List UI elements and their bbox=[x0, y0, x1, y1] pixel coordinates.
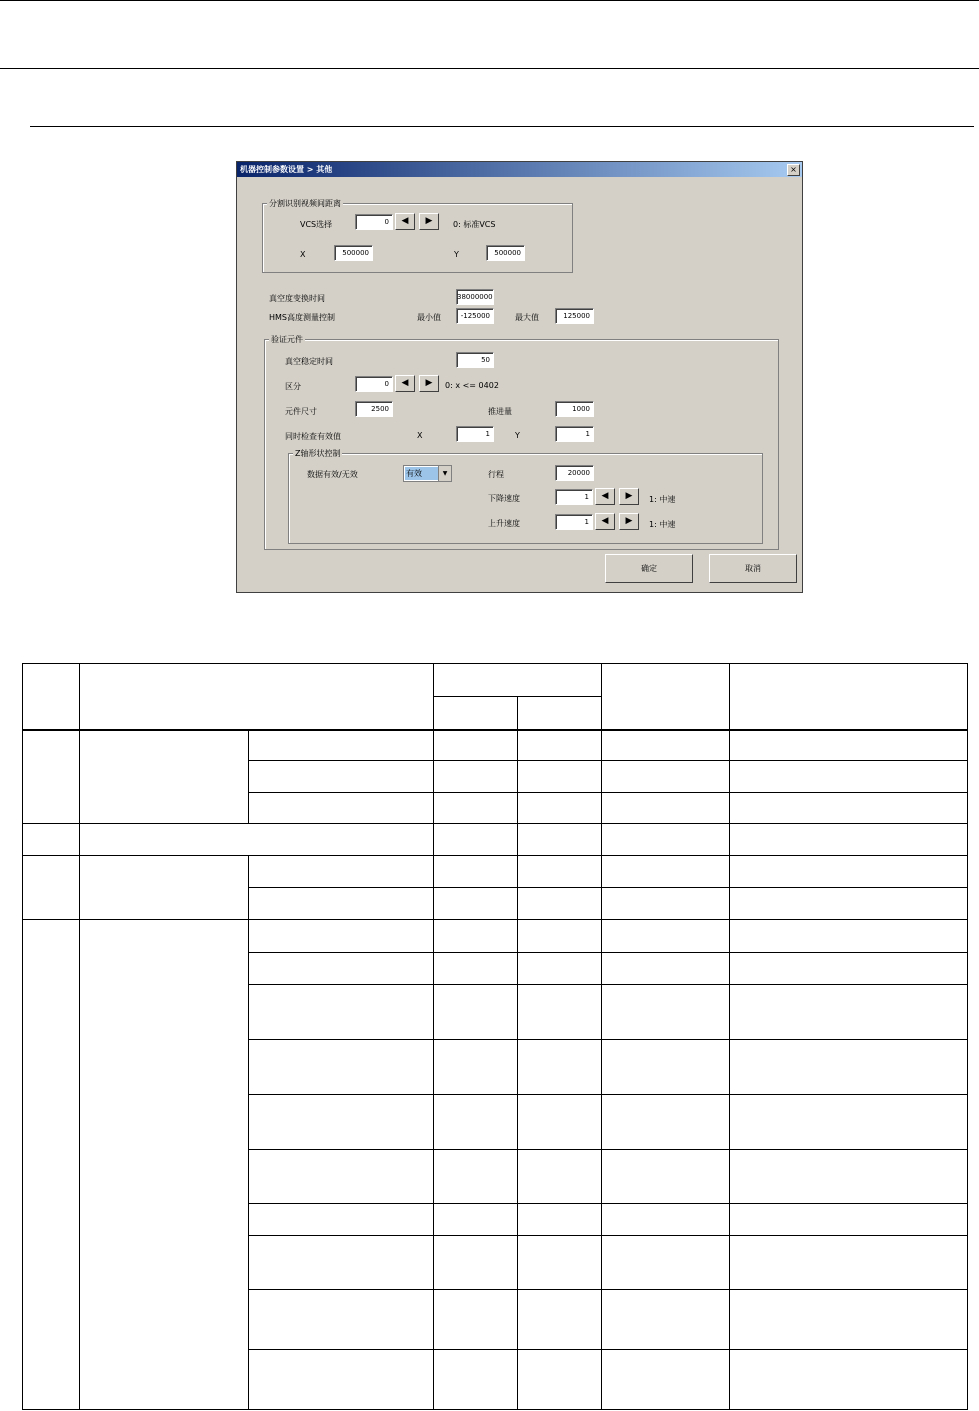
table-cell bbox=[23, 920, 80, 1410]
division-input[interactable]: 0 bbox=[355, 376, 393, 392]
table-cell bbox=[249, 855, 434, 887]
table-cell bbox=[249, 1204, 434, 1236]
parameter-table bbox=[22, 663, 968, 1410]
table-cell bbox=[602, 1094, 730, 1149]
up-speed-decrement-button[interactable]: ◀ bbox=[595, 513, 615, 530]
vcs-decrement-button[interactable]: ◀ bbox=[395, 213, 415, 230]
division-increment-button[interactable]: ▶ bbox=[419, 375, 439, 392]
ok-button[interactable]: 确定 bbox=[605, 554, 693, 583]
table-cell bbox=[602, 761, 730, 792]
table-cell bbox=[249, 1040, 434, 1094]
table-header-cell bbox=[434, 697, 518, 730]
group-z-label: Z轴形状控制 bbox=[295, 449, 341, 458]
table-cell bbox=[602, 1040, 730, 1094]
simul-y-label: Y bbox=[515, 431, 520, 440]
table-cell bbox=[518, 1040, 602, 1094]
table-cell bbox=[602, 1204, 730, 1236]
table-cell bbox=[80, 823, 434, 855]
table-cell bbox=[249, 920, 434, 953]
simul-check-label: 同时检查有效值 bbox=[285, 432, 341, 441]
table-cell bbox=[518, 730, 602, 761]
data-valid-value: 有效 bbox=[405, 467, 438, 480]
hms-max-input[interactable]: 125000 bbox=[555, 308, 594, 324]
up-speed-increment-button[interactable]: ▶ bbox=[619, 513, 639, 530]
table-cell bbox=[602, 1149, 730, 1203]
up-speed-input[interactable]: 1 bbox=[555, 514, 593, 530]
table-cell bbox=[518, 792, 602, 823]
table-header-cell bbox=[434, 664, 602, 697]
group-verify-label: 验证元件 bbox=[271, 335, 303, 344]
table-cell bbox=[730, 730, 968, 761]
table-cell bbox=[730, 1204, 968, 1236]
table-cell bbox=[434, 761, 518, 792]
table-cell bbox=[730, 920, 968, 953]
table-cell bbox=[518, 1236, 602, 1290]
table-cell bbox=[602, 1236, 730, 1290]
table-cell bbox=[602, 792, 730, 823]
header-rule-middle bbox=[0, 68, 979, 69]
table-cell bbox=[434, 1149, 518, 1203]
table-cell bbox=[434, 887, 518, 919]
hms-max-label: 最大值 bbox=[515, 313, 539, 322]
table-cell bbox=[249, 1236, 434, 1290]
table-cell bbox=[249, 1149, 434, 1203]
table-cell bbox=[602, 730, 730, 761]
table-cell bbox=[602, 1349, 730, 1409]
table-cell bbox=[434, 823, 518, 855]
division-decrement-button[interactable]: ◀ bbox=[395, 375, 415, 392]
feed-label: 推进量 bbox=[488, 407, 512, 416]
table-cell bbox=[518, 1290, 602, 1349]
settings-dialog bbox=[236, 161, 803, 593]
vacuum-switch-input[interactable]: 38000000 bbox=[456, 289, 494, 305]
table-cell bbox=[518, 855, 602, 887]
table-cell bbox=[434, 792, 518, 823]
table-cell bbox=[730, 953, 968, 985]
stroke-label: 行程 bbox=[488, 470, 504, 479]
up-speed-hint: 1: 中速 bbox=[649, 520, 676, 529]
hms-min-input[interactable]: -125000 bbox=[456, 308, 494, 324]
dialog-titlebar bbox=[237, 162, 802, 177]
up-speed-label: 上升速度 bbox=[488, 519, 520, 528]
table-cell bbox=[518, 823, 602, 855]
down-speed-label: 下降速度 bbox=[488, 494, 520, 503]
table-cell bbox=[434, 1349, 518, 1409]
table-cell bbox=[730, 1236, 968, 1290]
table-cell bbox=[602, 823, 730, 855]
division-hint: 0: x <= 0402 bbox=[445, 381, 499, 390]
table-cell bbox=[730, 792, 968, 823]
simul-x-input[interactable]: 1 bbox=[456, 426, 494, 442]
vacuum-stable-label: 真空稳定时间 bbox=[285, 357, 333, 366]
table-row bbox=[23, 823, 968, 855]
table-header-cell bbox=[80, 664, 434, 730]
table-cell bbox=[518, 1349, 602, 1409]
table-cell bbox=[80, 730, 249, 823]
table-row bbox=[23, 855, 968, 887]
section-rule bbox=[30, 126, 974, 127]
vacuum-stable-input[interactable]: 50 bbox=[456, 352, 494, 368]
header-rule-top bbox=[0, 0, 979, 1]
feed-input[interactable]: 1000 bbox=[555, 401, 594, 417]
table-row bbox=[23, 920, 968, 953]
table-cell bbox=[602, 855, 730, 887]
table-header-row bbox=[23, 664, 968, 697]
table-cell bbox=[518, 920, 602, 953]
table-cell bbox=[602, 920, 730, 953]
table-cell bbox=[518, 761, 602, 792]
table-cell bbox=[23, 855, 80, 919]
stroke-input[interactable]: 20000 bbox=[555, 465, 594, 481]
table-cell bbox=[518, 985, 602, 1040]
table-header-cell bbox=[730, 664, 968, 730]
table-cell bbox=[602, 985, 730, 1040]
group-split-recognition bbox=[262, 199, 573, 273]
group-split-label: 分割识别视频间距离 bbox=[269, 199, 341, 208]
split-x-label: X bbox=[300, 250, 306, 259]
simul-x-label: X bbox=[417, 431, 423, 440]
table-cell bbox=[249, 761, 434, 792]
simul-y-input[interactable]: 1 bbox=[555, 426, 594, 442]
table-cell bbox=[602, 887, 730, 919]
table-cell bbox=[249, 1349, 434, 1409]
table-cell bbox=[730, 823, 968, 855]
table-cell bbox=[434, 1204, 518, 1236]
table-cell bbox=[730, 1094, 968, 1149]
table-cell bbox=[249, 953, 434, 985]
vcs-input[interactable]: 0 bbox=[355, 214, 393, 230]
vcs-hint: 0: 标准VCS bbox=[453, 220, 496, 229]
table-cell bbox=[434, 855, 518, 887]
division-label: 区分 bbox=[285, 382, 301, 391]
table-cell bbox=[434, 920, 518, 953]
table-cell bbox=[730, 1349, 968, 1409]
table-cell bbox=[249, 887, 434, 919]
table-cell bbox=[518, 887, 602, 919]
table-cell bbox=[249, 730, 434, 761]
table-cell bbox=[434, 1290, 518, 1349]
table-cell bbox=[730, 1040, 968, 1094]
table-header-cell bbox=[602, 664, 730, 730]
table-cell bbox=[249, 1094, 434, 1149]
table-cell bbox=[730, 887, 968, 919]
table-cell bbox=[730, 855, 968, 887]
split-y-input[interactable]: 500000 bbox=[486, 245, 525, 261]
table-cell bbox=[602, 953, 730, 985]
table-cell bbox=[249, 792, 434, 823]
split-x-input[interactable]: 500000 bbox=[334, 245, 373, 261]
table-row bbox=[23, 730, 968, 761]
vcs-label: VCS选择 bbox=[300, 220, 333, 229]
table-cell bbox=[518, 953, 602, 985]
dialog-title: 机器控制参数设置 > 其他 bbox=[240, 165, 333, 174]
part-size-label: 元件尺寸 bbox=[285, 407, 317, 416]
down-speed-hint: 1: 中速 bbox=[649, 495, 676, 504]
table-cell bbox=[518, 1204, 602, 1236]
table-cell bbox=[249, 985, 434, 1040]
table-header-cell bbox=[23, 664, 80, 730]
table-cell bbox=[434, 730, 518, 761]
cancel-button[interactable]: 取消 bbox=[709, 554, 797, 583]
group-z-axis bbox=[288, 449, 763, 544]
data-valid-label: 数据有效/无效 bbox=[307, 470, 358, 479]
split-y-label: Y bbox=[454, 250, 459, 259]
table-cell bbox=[80, 855, 249, 919]
hms-min-label: 最小值 bbox=[417, 313, 441, 322]
table-cell bbox=[249, 1290, 434, 1349]
vcs-increment-button[interactable]: ▶ bbox=[419, 213, 439, 230]
table-cell bbox=[730, 1149, 968, 1203]
down-speed-increment-button[interactable]: ▶ bbox=[619, 488, 639, 505]
table-cell bbox=[518, 1149, 602, 1203]
table-cell bbox=[730, 985, 968, 1040]
table-cell bbox=[434, 1236, 518, 1290]
table-cell bbox=[518, 1094, 602, 1149]
data-valid-select[interactable] bbox=[403, 465, 452, 482]
table-cell bbox=[602, 1290, 730, 1349]
table-cell bbox=[434, 953, 518, 985]
down-speed-decrement-button[interactable]: ◀ bbox=[595, 488, 615, 505]
table-cell bbox=[434, 1040, 518, 1094]
table-header-cell bbox=[518, 697, 602, 730]
table-cell bbox=[730, 1290, 968, 1349]
table-cell bbox=[434, 1094, 518, 1149]
part-size-input[interactable]: 2500 bbox=[355, 401, 393, 417]
table-cell bbox=[80, 920, 249, 1410]
vacuum-switch-label: 真空度变换时间 bbox=[269, 294, 325, 303]
table-cell bbox=[23, 730, 80, 823]
table-cell bbox=[23, 823, 80, 855]
table-cell bbox=[434, 985, 518, 1040]
down-speed-input[interactable]: 1 bbox=[555, 489, 593, 505]
close-button[interactable]: × bbox=[787, 164, 800, 176]
table-cell bbox=[730, 761, 968, 792]
hms-label: HMS高度测量控制 bbox=[269, 313, 335, 322]
chevron-down-icon[interactable]: ▼ bbox=[438, 466, 451, 481]
